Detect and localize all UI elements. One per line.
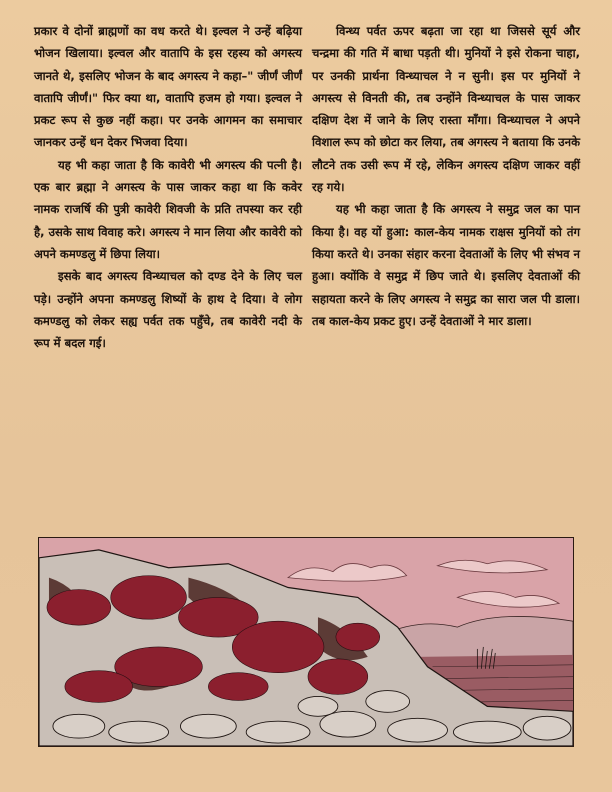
landscape-drawing xyxy=(39,538,573,746)
paragraph: प्रकार वे दोनों ब्राह्मणों का वध करते थे। इल्वल ने उन्हें बढ़िया भोजन खिलाया। इल्वल और वातापि के इस रहस्य को अगस्त्य जानते थे, इसलिए भोजन के बाद अगस्त्य ने कहा–" जीर्णं जीर्णं वातापि जीर्णं।" फिर क्या था, वातापि हजम हो गया। इल्वल ने प्रकट रूप से कुछ नहीं कहा। पर उनके आगमन का समाचार जानकर उन्हें धन देकर भिजवा दिया। xyxy=(34,24,302,150)
right-text-column xyxy=(312,20,580,332)
artist-signature xyxy=(57,718,574,747)
left-text-column xyxy=(34,20,302,354)
paragraph: विन्ध्य पर्वत ऊपर बढ़ता जा रहा था जिससे सूर्य और चन्द्रमा की गति में बाधा पड़ती थी। मुनियों ने इसे रोकना चाहा, पर उनकी प्रार्थना विन्ध्याचल ने न सुनी। इस पर मुनियों ने अगस्त्य से विनती की, तब उन्होंने विन्ध्याचल के पास जाकर दक्षिण देश में जाने के लिए रास्ता माँगा। विन्ध्याचल ने अपने विशाल रूप को छोटा कर लिया, तब अगस्त्य ने बताया कि उनके लौटने तक उसी रूप में रहे, लेकिन अगस्त्य दक्षिण जाकर वहीं रह गये। xyxy=(312,24,580,195)
mountain-illustration xyxy=(38,537,574,747)
paragraph: इसके बाद अगस्त्य विन्ध्याचल को दण्ड देने के लिए चल पड़े। उन्होंने अपना कमण्डलु शिष्यों के हाथ दे दिया। वे लोग कमण्डलु को लेकर सह्य पर्वत तक पहुँचे, तब कावेरी नदी के रूप में बदल गई। xyxy=(34,269,302,351)
paragraph: यह भी कहा जाता है कि कावेरी भी अगस्त्य की पत्नी है। एक बार ब्रह्मा ने अगस्त्य के पास जाकर कहा था कि कवेर नामक राजर्षि की पुत्री कावेरी शिवजी के प्रति तपस्या कर रही है, उसके साथ विवाह करे। अगस्त्य ने मान लिया और कावेरी को अपने कमण्डलु में छिपा लिया। xyxy=(34,157,302,261)
paragraph: यह भी कहा जाता है कि अगस्त्य ने समुद्र जल का पान किया है। वह यों हुआ: काल-केय नामक राक्षस मुनियों को तंग किया करते थे। उनका संहार करना देवताओं के लिए भी संभव न हुआ। क्योंकि वे समुद्र में छिप जाते थे। इसलिए देवताओं की सहायता करने के लिए अगस्त्य ने समुद्र का सारा जल पी डाला। तब काल-केय प्रकट हुए। उन्हें देवताओं ने मार डाला। xyxy=(312,202,580,328)
